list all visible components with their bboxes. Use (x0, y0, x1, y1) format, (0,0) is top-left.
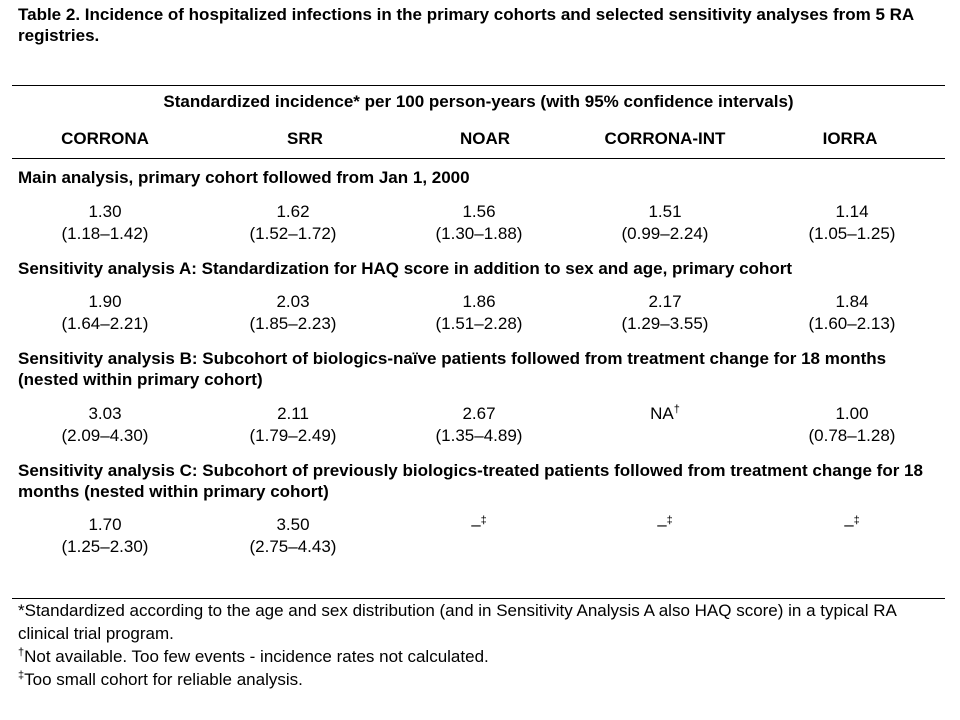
table-cell (15, 201, 195, 245)
cell-value: 1.51 (648, 202, 682, 221)
footnote-standardized: *Standardized according to the age and sex distribution (and in Sensitivity Analysis A also HAQ score) in a typical RA clinical trial program. (18, 601, 896, 643)
cell-value: 1.00 (835, 404, 869, 423)
dagger-mark: † (673, 403, 680, 416)
cell-value: 1.14 (835, 202, 869, 221)
double-dagger-mark: ‡ (666, 514, 673, 527)
cell-value: 3.50 (276, 515, 310, 534)
cell-value: 1.62 (276, 202, 310, 221)
cell-value: 2.17 (648, 292, 682, 311)
footnotes (18, 599, 938, 691)
table-cell (203, 201, 383, 245)
section-label-sensitivity-b: Sensitivity analysis B: Subcohort of biologics-naïve patients followed from treatment change for 18 months (nested within primary cohort) (18, 349, 887, 389)
table-cell (762, 201, 942, 245)
table-cell (15, 403, 195, 447)
double-dagger-mark: ‡ (18, 669, 25, 682)
cell-ci: (1.60–2.13) (808, 314, 896, 333)
footnote-not-available (18, 645, 938, 668)
table-cell (575, 403, 755, 425)
cell-ci: (1.35–4.89) (435, 426, 523, 445)
dagger-mark: † (18, 646, 25, 659)
column-header-srr: SRR (287, 129, 323, 148)
footnote-text: Too small cohort for reliable analysis. (24, 670, 303, 689)
section-label-sensitivity-a: Sensitivity analysis A: Standardization for HAQ score in addition to sex and age, primary cohort (18, 259, 792, 278)
table-cell (203, 403, 383, 447)
table-title: Table 2. Incidence of hospitalized infections in the primary cohorts and selected sensitivity analyses from 5 RA registries. (18, 5, 914, 45)
cell-value: 1.30 (88, 202, 122, 221)
cell-value: 2.67 (462, 404, 496, 423)
cell-value: NA (650, 404, 674, 423)
table-cell (762, 291, 942, 335)
cell-value: 1.90 (88, 292, 122, 311)
table-cell (203, 291, 383, 335)
double-dagger-mark: ‡ (853, 514, 860, 527)
cell-value: 2.03 (276, 292, 310, 311)
cell-ci: (1.51–2.28) (435, 314, 523, 333)
cell-ci: (1.64–2.21) (61, 314, 149, 333)
table-cell (203, 514, 383, 558)
cell-value: – (657, 515, 667, 534)
cell-ci: (0.78–1.28) (808, 426, 896, 445)
table-cell (762, 403, 942, 447)
cell-ci: (1.30–1.88) (435, 224, 523, 243)
cell-ci: (1.25–2.30) (61, 537, 149, 556)
cell-ci: (1.18–1.42) (61, 224, 149, 243)
cell-value: 2.11 (277, 404, 309, 423)
cell-value: 3.03 (88, 404, 122, 423)
column-header-corrona-int: CORRONA-INT (604, 129, 726, 148)
cell-ci: (1.52–1.72) (249, 224, 337, 243)
table-cell (389, 514, 569, 536)
header-rule (12, 158, 945, 159)
table-cell (389, 403, 569, 447)
table-cell (389, 201, 569, 245)
column-header-corrona: CORRONA (61, 129, 149, 148)
table-cell (575, 514, 755, 536)
cell-value: 1.86 (462, 292, 496, 311)
cell-value: 1.84 (835, 292, 869, 311)
table-cell (762, 514, 942, 536)
column-header-iorra: IORRA (822, 129, 878, 148)
double-dagger-mark: ‡ (480, 514, 487, 527)
table-cell (575, 201, 755, 245)
cell-value: 1.70 (88, 515, 122, 534)
section-label-sensitivity-c: Sensitivity analysis C: Subcohort of previously biologics-treated patients followed from treatment change for 18 months (nested within primary cohort) (18, 461, 923, 501)
cell-value: 1.56 (462, 202, 496, 221)
footnote-small-cohort (18, 668, 938, 691)
footnote-text: Not available. Too few events - incidence rates not calculated. (24, 647, 489, 666)
table-cell (389, 291, 569, 335)
table-cell (15, 291, 195, 335)
cell-value: – (844, 515, 854, 534)
cell-ci: (1.05–1.25) (808, 224, 896, 243)
cell-ci: (1.85–2.23) (249, 314, 337, 333)
cell-ci: (0.99–2.24) (621, 224, 709, 243)
table-cell (15, 514, 195, 558)
column-header-noar: NOAR (459, 129, 511, 148)
section-label-main: Main analysis, primary cohort followed from Jan 1, 2000 (18, 168, 470, 187)
cell-ci: (1.79–2.49) (249, 426, 337, 445)
cell-ci: (1.29–3.55) (621, 314, 709, 333)
cell-ci: (2.09–4.30) (61, 426, 149, 445)
cell-ci: (2.75–4.43) (249, 537, 337, 556)
table-cell (575, 291, 755, 335)
cell-value: – (471, 515, 481, 534)
spanning-header: Standardized incidence* per 100 person-years (with 95% confidence intervals) (163, 92, 794, 111)
top-rule (12, 85, 945, 86)
